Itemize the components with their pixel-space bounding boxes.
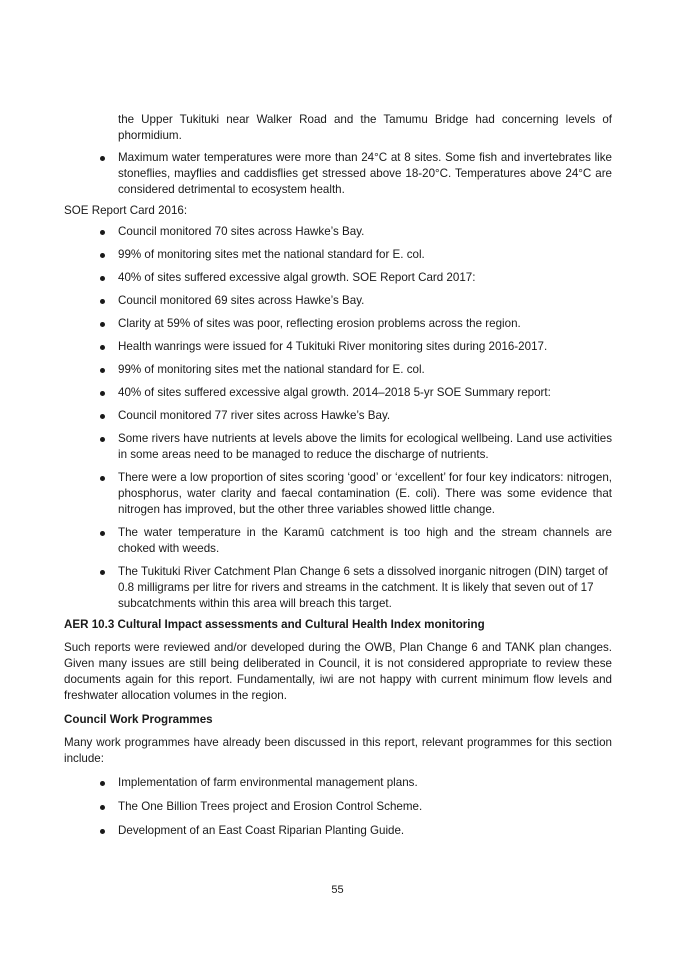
list-item: The water temperature in the Karamū catchment is too high and the stream channels are choked with weeds. <box>64 525 612 557</box>
list-item: Council monitored 69 sites across Hawke’s Bay. <box>64 293 612 309</box>
bullet-icon <box>100 322 105 327</box>
bullet-list-soe <box>64 224 612 612</box>
bullet-icon <box>100 391 105 396</box>
bullet-icon <box>100 805 105 810</box>
page-content <box>64 112 612 839</box>
list-item: Implementation of farm environmental management plans. <box>64 775 612 791</box>
council-work-programmes-paragraph: Many work programmes have already been discussed in this report, relevant programmes for this section include: <box>64 736 612 765</box>
list-item: There were a low proportion of sites scoring ‘good’ or ‘excellent’ for four key indicators: nitrogen, phosphorus, water clarity and faecal contamination (E. coli). There was some evidence that nitrogen has improved, but the other three variables showed little change. <box>64 470 612 518</box>
list-item: Some rivers have nutrients at levels above the limits for ecological wellbeing. Land use activities in some areas need to be managed to reduce the discharge of nutrients. <box>64 431 612 463</box>
list-item: 40% of sites suffered excessive algal growth. SOE Report Card 2017: <box>64 270 612 286</box>
bullet-icon <box>100 829 105 834</box>
list-item: Council monitored 70 sites across Hawke’s Bay. <box>64 224 612 240</box>
list-item: Maximum water temperatures were more than 24°C at 8 sites. Some fish and invertebrates like stoneflies, mayflies and caddisflies get stressed above 18-20°C. Temperatures above 24°C are considered detrimental to ecosystem health. <box>64 150 612 198</box>
page-number: 55 <box>331 884 344 896</box>
soe-2016-label: SOE Report Card 2016: <box>64 204 188 217</box>
aer-paragraph: Such reports were reviewed and/or developed during the OWB, Plan Change 6 and TANK plan changes. Given many issues are still being deliberated in Council, it is not considered appropriate to review these documents again for this report. Fundamentally, iwi are not happy with current minimum flow levels and freshwater allocation volumes in the region. <box>64 641 612 702</box>
council-work-programmes-heading: Council Work Programmes <box>64 713 213 726</box>
bullet-icon <box>100 230 105 235</box>
list-item: 40% of sites suffered excessive algal growth. 2014–2018 5-yr SOE Summary report: <box>64 385 612 401</box>
bullet-icon <box>100 253 105 258</box>
bullet-icon <box>100 368 105 373</box>
bullet-icon <box>100 299 105 304</box>
bullet-icon <box>100 476 105 481</box>
bullet-icon <box>100 570 105 575</box>
bullet-list-programmes <box>64 775 612 839</box>
list-item: Health wanrings were issued for 4 Tukituki River monitoring sites during 2016-2017. <box>64 339 612 355</box>
bullet-icon <box>100 437 105 442</box>
bullet-icon <box>100 781 105 786</box>
list-item: 99% of monitoring sites met the national standard for E. col. <box>64 247 612 263</box>
bullet-list-temperature <box>64 150 612 198</box>
bullet-icon <box>100 276 105 281</box>
continued-bullet-text: the Upper Tukituki near Walker Road and the Tamumu Bridge had concerning levels of phormidium. <box>118 113 612 142</box>
bullet-icon <box>100 531 105 536</box>
aer-heading: AER 10.3 Cultural Impact assessments and Cultural Health Index monitoring <box>64 618 485 631</box>
list-item: Development of an East Coast Riparian Planting Guide. <box>64 823 612 839</box>
list-item: Clarity at 59% of sites was poor, reflecting erosion problems across the region. <box>64 316 612 332</box>
bullet-icon <box>100 345 105 350</box>
list-item: Council monitored 77 river sites across Hawke’s Bay. <box>64 408 612 424</box>
bullet-icon <box>100 414 105 419</box>
list-item: The One Billion Trees project and Erosion Control Scheme. <box>64 799 612 815</box>
bullet-icon <box>100 156 105 161</box>
list-item: 99% of monitoring sites met the national standard for E. col. <box>64 362 612 378</box>
list-item: The Tukituki River Catchment Plan Change 6 sets a dissolved inorganic nitrogen (DIN) target of 0.8 milligrams per litre for rivers and streams in the catchment. It is likely that seven out of 17 subcatchments within this area will breach this target. <box>64 564 612 612</box>
